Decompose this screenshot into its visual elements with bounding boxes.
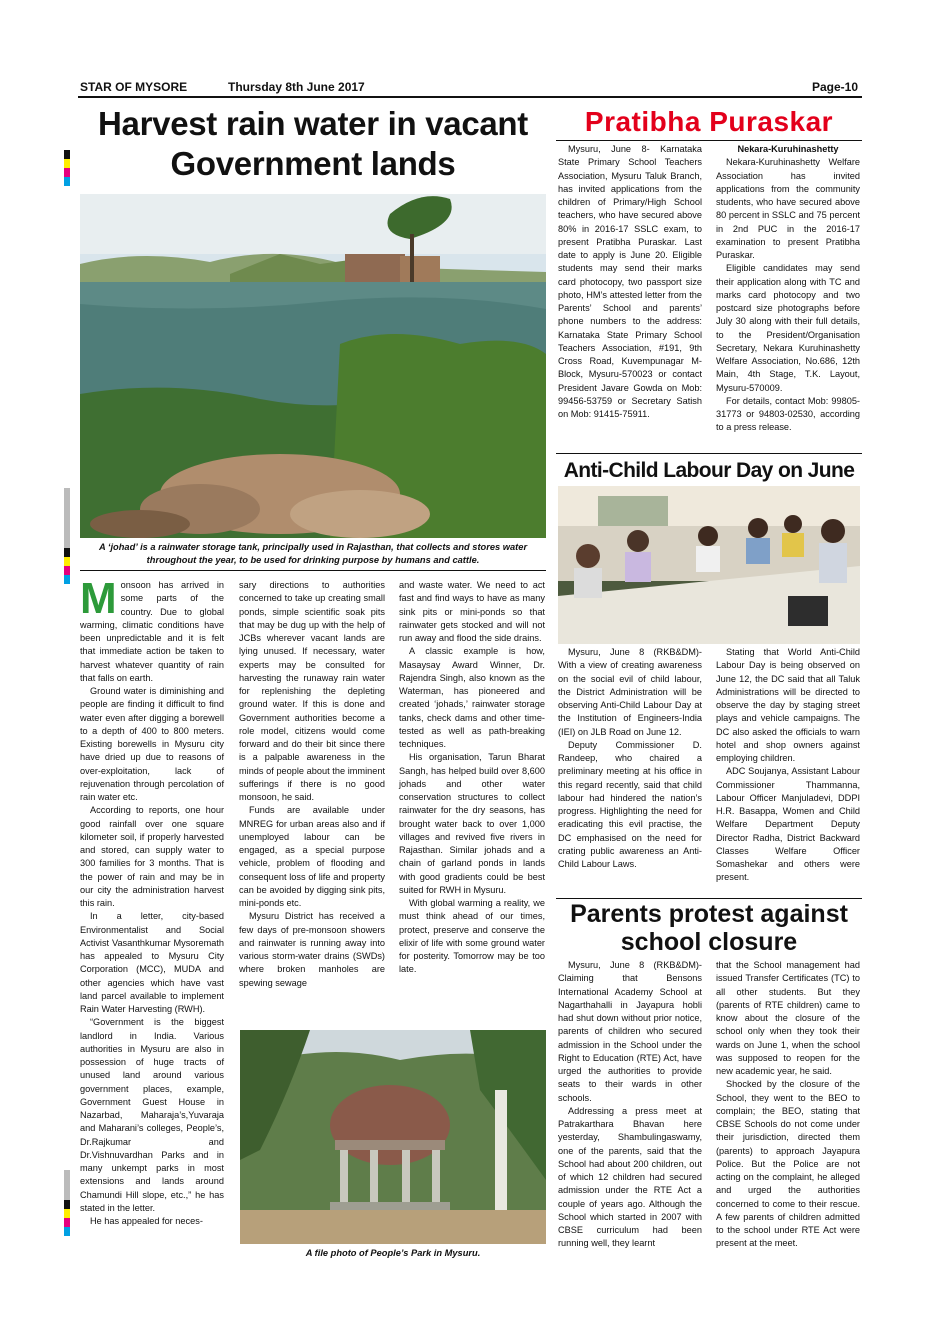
rain-col1-para3: According to reports, one hour good rainfall over one square kilometer soil, if properly harvested and stored, can supply water to 300 families for 3 months. That is the power of rain and may be in our city the administration harvest this rain. (80, 805, 224, 908)
johad-photo-illustration (80, 194, 546, 538)
parents-col1-para2: Addressing a press meet at Patrakarthara Bhavan here yesterday, Shambulingaswamy, one of the parents, said that the School had about 200 children, out of which 12 children had secured admission under the RTE Act a couple of years ago. Although the School which started in 2007 with CBSE curriculum had been running well, they learnt (558, 1105, 702, 1249)
rain-headline-line1: Harvest rain water in vacant (98, 105, 528, 142)
rain-headline (78, 104, 548, 184)
rain-col2-para2: Funds are available under MNREG for urban areas also and if unemployed labour can be engaged, as a special purpose vehicle, problem of flooding and consequent loss of life and property can be avoided by digging sink pits, mini-ponds etc. (239, 805, 385, 908)
child-labour-col1-para1: Mysuru, June 8 (RKB&DM)- With a view of creating awareness on the social evil of child labour, the District Administration will be observing Anti-Child Labour Day at the Institution of Engineers-India (IEI) on JLB Road on June 12. (558, 647, 702, 737)
parents-col2-para1: that the School management had issued Transfer Certificates (TC) to all other students. But they (parents of RTE children) came to know about the closure of the school only when they took their wards on June 1, when the school was supposed to reopen for the new academic year, he said. (716, 960, 860, 1076)
rain-col3-para3: His organisation, Tarun Bharat Sangh, has helped build over 8,600 johads and other water conservation structures to collect rainwater for the dry seasons, has brought water back to over 1,000 villages and revived five rivers in Rajasthan. Similar johads and a chain of garland ponds in lands with good gradients could be best suited for RWH in Mysuru. (399, 752, 545, 895)
rain-col1-para1: onsoon has arrived in some parts of the country. Due to global warming, climatic conditions have been unpredictable and it is felt that immediate action be taken to harvest whatever quantity of rain that falls on earth. (80, 580, 224, 683)
rain-headline-line2: Government lands (170, 145, 456, 182)
pratibha-rule (556, 140, 862, 141)
johad-photo (80, 194, 546, 538)
pratibha-subhead: Nekara-Kuruhinashetty (737, 144, 839, 154)
publication-name: STAR OF MYSORE (80, 80, 188, 94)
parents-col2-para2: Shocked by the closure of the School, they went to the BEO to complain; the BEO, stating that CBSE Schools do not come under their jurisdiction, directed them (parents) to approach Jayapura Police. But the Police are not acting on the complaint, he alleged and urged the authorities concerned to come to their rescue. A few parents of children admitted to the school under RTE Act were present at the meet. (716, 1079, 860, 1249)
johad-photo-caption: A ‘johad’ is a rainwater storage tank, principally used in Rajasthan, that collects and stores water throughout the year, to be used for drinking purpose by humans and cattle. (98, 542, 528, 565)
parents-top-rule (556, 898, 862, 899)
rain-col3-para1: and waste water. We need to act fast and find ways to have as many sink pits or mini-ponds so that rainwater gets stocked and will not run away and flood the side drains. (399, 580, 545, 643)
child-labour-column-1 (558, 646, 702, 871)
caption-rule (80, 570, 546, 571)
rain-col3-para2: A classic example is how, Masaysay Award Winner, Dr. Rajendra Singh, also known as the Waterman, has pioneered and created ‘johads,’ rainwater storage tanks, check dams and other time-tested as well as path-breaking techniques. (399, 646, 545, 749)
child-labour-top-rule (556, 453, 862, 454)
parents-headline-line2: school closure (620, 928, 798, 956)
registration-marks-bottom (64, 1170, 70, 1236)
child-labour-col1-para2: Deputy Commissioner D. Randeep, who chaired a preliminary meeting at his office in this regard recently, said that child labour had hindered the nation’s progress. Highlighting the need for eradicating this evil practise, the DC emphasised on the need for crating public awareness an Anti-Child Labour Laws. (558, 739, 702, 869)
rain-column-1 (80, 574, 224, 1228)
child-labour-meeting-photo (558, 486, 860, 644)
parents-col1-para1: Mysuru, June 8 (RKB&DM)- Claiming that Bensons International Academy School at Nagarthahalli in Jayapura hobli had shut down without prior notice, parents of children who secured admission in the School under the Right to Education (RTE) Act, have urged the authorities to provide seats to their wards in other schools. (558, 960, 702, 1103)
drop-cap: M (80, 574, 117, 623)
parents-headline (556, 900, 862, 956)
rain-column-3 (399, 579, 545, 977)
peoples-park-illustration (240, 1030, 546, 1244)
rain-col1-para6: He has appealed for neces- (90, 1216, 203, 1226)
peoples-park-photo (240, 1030, 546, 1244)
peoples-park-caption: A file photo of People’s Park in Mysuru. (305, 1248, 481, 1258)
rain-col2-para1: sary directions to authorities concerned to take up creating small ponds, simple scientific soak pits that may be dug up with the help of JCBs wherever vacant lands are lying unused. If necessary, water experts may be consulted for harvesting the runaway rain water for replenishing the depleting ground water. If this is done and Government authorities become a role model, citizens would come forward and do their bit since there is a palpable awareness in the minds of people about the imminent sufferings if there is no good monsoon, he said. (239, 580, 385, 802)
rain-col1-para2: Ground water is diminishing and people are finding it difficult to find water even after digging a borewell to a depth of 400 to 800 meters. Existing borewells in Mysuru city have dried up due to reasons of over-exploitation, lack of rejuvenation through percolation of rain water etc. (80, 686, 224, 802)
pratibha-column-1 (558, 143, 702, 421)
child-labour-col2-para2: ADC Soujanya, Assistant Labour Commissioner Thammanna, Labour Officer Manjuladevi, DDPI H.R. Basappa, Women and Child Welfare Department Deputy Director Radha, District Backward Classes Welfare Officer Somashekar and others were present. (716, 766, 860, 883)
child-labour-col2-para1: Stating that World Anti-Child Labour Day is being observed on June 12, the DC said that all Taluk Administrations will be directed to observe the day by staging street plays and vehicle campaigns. The DC also asked the officials to warn hotel and shop owners against employing children. (716, 647, 860, 763)
pratibha-col2-para3: For details, contact Mob: 99805-31773 or 94803-02530, according to a press release. (716, 395, 860, 433)
child-labour-column-2 (716, 646, 860, 885)
rain-column-2 (239, 579, 385, 990)
pratibha-column-2 (716, 143, 860, 435)
rain-col2-para3: Mysuru District has received a few days of pre-monsoon showers and rainwater is running away into various storm-water drains (SWDs) where broken manholes are spewing sewage (239, 911, 385, 988)
child-labour-headline: Anti-Child Labour Day on June (563, 459, 855, 482)
pratibha-col2-para1: Nekara-Kuruhinashetty Welfare Association has invited applications from the community students, who have secured above 80 percent in SSLC and 75 percent in 2nd PUC in the 2016-17 examination to present Pratibha Puraskar. (716, 157, 860, 260)
rain-col1-para4: In a letter, city-based Environmentalist and Social Activist Vasanthkumar Mysoremath has appealed to Mysuru City Corporation (MCC), MUDA and other agencies which have vast land parcel available to implement Rain Water Harvesting (RWH). (80, 911, 224, 1014)
page-number: Page-10 (812, 80, 859, 94)
parents-headline-line1: Parents protest against (570, 900, 848, 928)
meeting-illustration (558, 486, 860, 644)
rain-col3-para4: With global warming a reality, we must think ahead of our times, protect, preserve and conserve the elixir of life with some ground water for posterity. Tomorrow may be too late. (399, 898, 545, 975)
parents-column-2 (716, 959, 860, 1251)
pratibha-col2-para2: Eligible candidates may send their application along with TC and marks card photocopy and two postcard size photographs before July 30 along with their full details, to the President/Organisation Secretary, Nekara Kuruhinashetty Welfare Association, No.686, 12th Main, 4th Stage, T.K. Layout, Mysuru-570009. (716, 263, 860, 393)
header-rule (78, 96, 862, 98)
rain-col1-para5: “Government is the biggest landlord in India. Various authorities in Mysuru are also in possession of huge tracts of unused land around various government places, example, Government Guest House in Nazarbad, Maharaja’s,Yuvaraja and Maharani’s colleges, People’s, Dr.Rajkumar and Dr.Vishnuvardhan Parks and in many unkempt parks in most extensions and lands around Chamundi Hill slope, etc.,” he has stated in the letter. (80, 1017, 224, 1213)
registration-bar-middle (64, 488, 70, 584)
issue-date: Thursday 8th June 2017 (228, 80, 365, 94)
parents-column-1 (558, 959, 702, 1251)
registration-marks-top (64, 150, 70, 186)
pratibha-headline: Pratibha Puraskar (584, 106, 834, 137)
pratibha-col1-para: Mysuru, June 8- Karnataka State Primary School Teachers Association, Mysuru Taluk Branch, has invited applications from the children of Primary/High School teachers, who have secured above 80% in 2016-17 SSLC exam, to present Pratibha Puraskar. Last date to apply is June 20. Eligible students may send their marks card photocopy, two passport size photo, HM’s attested letter from the Parents’ School and parents’ phone numbers to the address: Karnataka State Primary School Teachers Association, #191, 9th Cross Road, Kuvempunagar M-Block, Mysuru-570023 or contact President Javare Gowda on Mob: 99456-53759 or Secretary Satish on Mob: 91415-75911. (558, 144, 702, 419)
